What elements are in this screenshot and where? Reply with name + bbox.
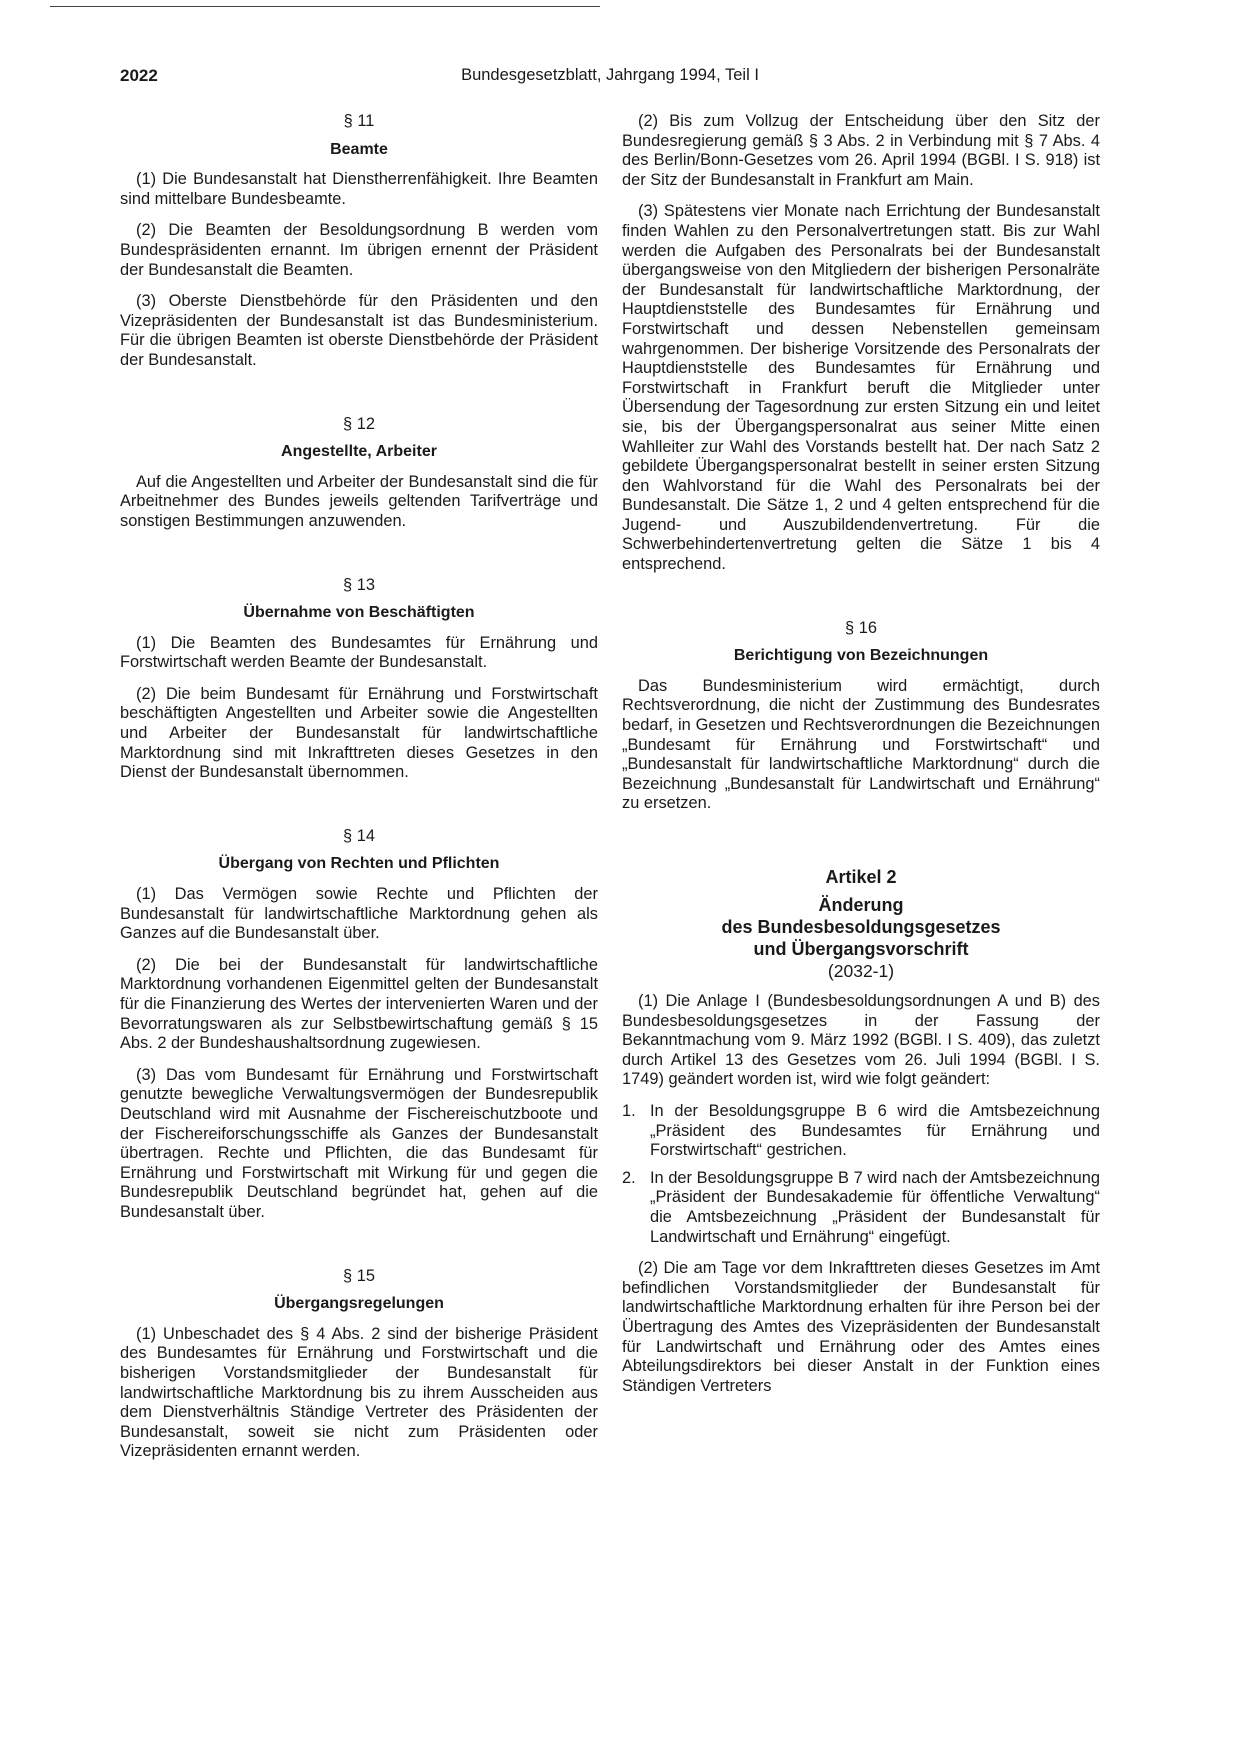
- article-title-line: und Übergangsvorschrift: [753, 939, 969, 959]
- section-title: Beamte: [330, 140, 388, 158]
- section-title: Angestellte, Arbeiter: [281, 443, 437, 461]
- paragraph: (3) Spätestens vier Monate nach Errichtung der Bundesanstalt finden Wahlen zu den Personalvertretungen statt. Bis zur Wahl werden die Aufgaben des Personalrats bei der Bundesanstalt übergangsweise von den Mitgliedern der bisherigen Personalräte der Bundesanstalt für landwirtschaftliche Marktordnung, der Hauptdienststelle des Bundesamtes für Ernährung und Forstwirtschaft und dessen Nebenstellen gemeinsam wahrgenommen. Der bisherige Vorsitzende des Personalrats der Hauptdienststelle des Bundesamtes für Ernährung und Forstwirtschaft in Frankfurt beruft die Mitglieder unter Übersendung der Tagesordnung zur ersten Sitzung ein und leitet sie, bis der Übergangspersonalrat aus seiner Mitte einen Wahlleiter zur Wahl des Vorstands bestellt hat. Der nach Satz 2 gebildete Übergangspersonalrat bestellt in seiner ersten Sitzung den Wahlvorstand für die Wahl des Personalrats bei der Bundesanstalt. Die Sätze 1, 2 und 4 gelten entsprechend für die Jugend- und Auszubildendenvertretung. Für die Schwerbehindertenvertretung gelten die Sätze 1 bis 4 entsprechend.: [622, 202, 1100, 574]
- section-spacer: [120, 383, 598, 415]
- article-title-line: des Bundesbesoldungsgesetzes: [721, 917, 1001, 937]
- section-title: Übernahme von Beschäftigten: [243, 604, 475, 622]
- section-title: Berichtigung von Bezeichnungen: [733, 647, 989, 665]
- paragraph: (2) Bis zum Vollzug der Entscheidung über den Sitz der Bundesregierung gemäß § 3 Abs. 2 in Verbindung mit § 7 Abs. 4 des Berlin/Bonn-Gesetzes vom 26. April 1994 (BGBl. I S. 918) ist der Sitz der Bundesanstalt in Frankfurt am Main.: [622, 112, 1100, 189]
- list-marker: 1.: [622, 1101, 636, 1120]
- paragraph: Auf die Angestellten und Arbeiter der Bundesanstalt sind die für Arbeitnehmer des Bundes jeweils geltenden Tarifverträge und sonstigen Bestimmungen anzuwenden.: [120, 472, 598, 530]
- section-number: § 14: [343, 826, 375, 845]
- paragraph: (2) Die Beamten der Besoldungsordnung B werden vom Bundespräsidenten ernannt. Im übrigen ernennt der Präsident der Bundesanstalt die Beamten.: [120, 221, 598, 279]
- running-title: Bundesgesetzblatt, Jahrgang 1994, Teil I: [461, 66, 759, 84]
- section-number: § 11: [343, 112, 375, 130]
- article-number: Artikel 2: [825, 867, 897, 887]
- section-title: Übergang von Rechten und Pflichten: [218, 855, 500, 873]
- paragraph: (2) Die beim Bundesamt für Ernährung und Forstwirtschaft beschäftigten Angestellten und Arbeiter sowie die Angestellten und Arbeiter der Bundesanstalt für landwirtschaftliche Marktordnung sind mit Inkrafttreten dieses Gesetzes in den Dienst der Bundesanstalt übernommen.: [120, 684, 598, 782]
- page-header: [120, 66, 1100, 90]
- paragraph: (3) Das vom Bundesamt für Ernährung und Forstwirtschaft genutzte bewegliche Verwaltungsvermögen der Bundesrepublik Deutschland wird mit Ausnahme der Fischereischutzboote und der Fischereiforschungsschiffe als Ganzes der Bundesanstalt übertragen. Rechte und Pflichten, die das Bundesamt für Ernährung und Forstwirtschaft mit Wirkung für und gegen die Bundesrepublik Deutschland begründet hat, gehen auf die Bundesanstalt über.: [120, 1065, 598, 1221]
- list-item-text: In der Besoldungsgruppe B 7 wird nach der Amtsbezeichnung „Präsident der Bundesakademie für öffentliche Verwaltung“ die Amtsbezeichnung „Präsident der Bundesanstalt für Landwirtschaft und Ernährung“ eingefügt.: [650, 1168, 1100, 1246]
- paragraph: (2) Die bei der Bundesanstalt für landwirtschaftliche Marktordnung vorhandenen Eigenmittel gelten der Bundesanstalt für die Finanzierung des Wertes der intervenierten Waren und der Bevorratungswaren als zur Selbstbewirtschaftung gemäß § 15 Abs. 2 der Bundeshaushaltsordnung zugewiesen.: [120, 955, 598, 1053]
- paragraph: (1) Unbeschadet des § 4 Abs. 2 sind der bisherige Präsident des Bundesamtes für Ernährung und Forstwirtschaft und die bisherigen Vorstandsmitglieder der Bundesanstalt für landwirtschaftliche Marktordnung bis zu ihrem Ausscheiden aus dem Dienstverhältnis Ständige Vertreter des Präsidenten der Bundesanstalt, soweit sie nicht zum Präsidenten oder Vizepräsidenten ernannt werden.: [120, 1324, 598, 1461]
- paragraph: (1) Das Vermögen sowie Rechte und Pflichten der Bundesanstalt für landwirtschaftliche Marktordnung gehen als Ganzes auf die Bundesanstalt über.: [120, 885, 598, 943]
- paragraph: (1) Die Bundesanstalt hat Dienstherrenfähigkeit. Ihre Beamten sind mittelbare Bundesbeamte.: [120, 170, 598, 208]
- right-column: [622, 112, 1100, 1408]
- amendment-list: [622, 1102, 1100, 1247]
- paragraph: (1) Die Beamten des Bundesamtes für Ernährung und Forstwirtschaft werden Beamte der Bundesanstalt.: [120, 633, 598, 672]
- list-item: [622, 1102, 1100, 1161]
- section-title: Übergangsregelungen: [274, 1295, 444, 1313]
- paragraph: Das Bundesministerium wird ermächtigt, durch Rechtsverordnung, die nicht der Zustimmung des Bundesrates bedarf, in Gesetzen und Rechtsverordnungen die Bezeichnungen „Bundesamt für Ernährung und Forstwirtschaft“ und „Bundesanstalt für landwirtschaftliche Marktordnung“ durch die Bezeichnung „Bundesanstalt für Landwirtschaft und Ernährung“ zu ersetzen.: [622, 676, 1100, 813]
- paragraph: (3) Oberste Dienstbehörde für den Präsidenten und den Vizepräsidenten der Bundesanstalt ist das Bundesministerium. Für die übrigen Beamten ist oberste Dienstbehörde der Präsident der Bundesanstalt.: [120, 292, 598, 369]
- section-spacer: [120, 544, 598, 576]
- section-spacer: [622, 826, 1100, 866]
- section-number: § 12: [343, 414, 375, 433]
- top-rule: [50, 6, 600, 7]
- paragraph: (1) Die Anlage I (Bundesbesoldungsordnungen A und B) des Bundesbesoldungsgesetzes in der Fassung der Bekanntmachung vom 9. März 1992 (BGBl. I S. 409), das zuletzt durch Artikel 13 des Gesetzes vom 26. Juli 1994 (BGBl. I S. 1749) geändert worden ist, wird wie folgt geändert:: [622, 992, 1100, 1089]
- section-number: § 13: [343, 575, 375, 594]
- article-title-line: Änderung: [818, 895, 904, 915]
- section-spacer: [120, 795, 598, 827]
- paragraph: (2) Die am Tage vor dem Inkrafttreten dieses Gesetzes im Amt befindlichen Vorstandsmitglieder der Bundesanstalt für landwirtschaftliche Marktordnung erhalten für ihre Person bei der Übertragung des Amtes des Vizepräsidenten der Bundesanstalt für Landwirtschaft und Ernährung oder des Amtes eines Abteilungsdirektors bei dieser Anstalt in der Funktion eines Ständigen Vertreters: [622, 1259, 1100, 1395]
- section-spacer: [120, 1235, 598, 1267]
- section-number: § 15: [343, 1266, 375, 1285]
- list-marker: 2.: [622, 1168, 636, 1187]
- article-fna: (2032-1): [827, 961, 895, 981]
- left-column: [120, 112, 598, 1474]
- list-item: [622, 1169, 1100, 1247]
- list-item-text: In der Besoldungsgruppe B 6 wird die Amtsbezeichnung „Präsident des Bundesamtes für Ernährung und Forstwirtschaft“ gestrichen.: [650, 1101, 1100, 1160]
- page-number: 2022: [120, 66, 158, 85]
- section-spacer: [622, 587, 1100, 619]
- section-number: § 16: [845, 618, 877, 637]
